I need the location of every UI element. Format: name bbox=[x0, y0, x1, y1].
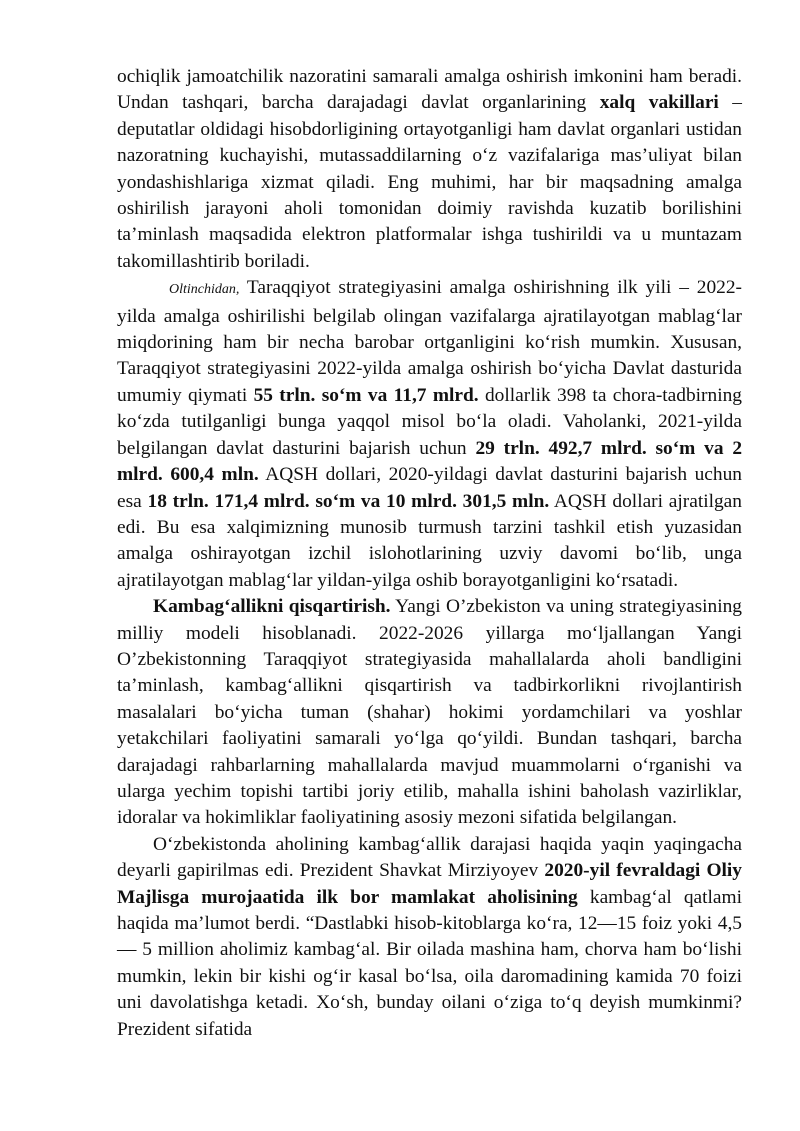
paragraph-2-bold-amount-2020: 18 trln. 171,4 mlrd. so‘m va 10 mlrd. 301,5 mln. bbox=[147, 490, 550, 512]
paragraph-2-bold-amount-2022: 55 trln. so‘m va 11,7 mlrd. bbox=[253, 384, 479, 406]
paragraph-4 bbox=[117, 832, 742, 1043]
paragraph-2 bbox=[117, 275, 742, 594]
paragraph-3-heading: Kambag‘allikni qisqartirish. bbox=[153, 596, 391, 618]
paragraph-4-bold-phrase: 2020-yil fevraldagi Oliy Majlisga murojaatida ilk bor mamlakat aholisining bbox=[117, 860, 742, 908]
paragraph-1 bbox=[117, 64, 742, 275]
paragraph-1-text-cont: – deputatlar oldidagi hisobdorligining ortayotganligi ham davlat organlari ustidan nazoratning kuchayishi, mutassaddilarning o‘z vazifalariga mas’uliyat bilan yondashishlariga xizmat qiladi. Eng muhimi, har bir maqsadning amalga oshirilish jarayoni aholi tomonidan doimiy ravishda kuzatib borilishini ta’minlash maqsadida elektron platformalar ishga tushirildi va u muntazam takomillashtirib boriladi. bbox=[117, 92, 742, 272]
body-text bbox=[117, 64, 742, 1043]
paragraph-2-text: Taraqqiyot strategiyasini amalga oshirishning ilk yili – 2022-yilda amalga oshirilishi belgilab olingan vazifalarga ajratilayotgan mablag‘lar miqdorining ham bir necha barobar ortganligini ko‘rish mumkin. Xususan, Taraqqiyot strategiyasini 2022-yilda amalga oshirish bo‘yicha Davlat dasturida umumiy qiymati bbox=[117, 277, 742, 406]
paragraph-2-text-cont-2: AQSH dollari, 2020-yildagi davlat dasturini bajarish uchun esa bbox=[117, 464, 742, 512]
paragraph-4-text-cont: kambag‘al qatlami haqida ma’lumot berdi. “Dastlabki hisob-kitoblarga ko‘ra, 12—15 foiz yoki 4,5 — 5 million aholimiz kambag‘al. Bir oilada mashina ham, chorva ham bo‘lishi mumkin, lekin bir kishi og‘ir kasal bo‘lsa, oila daromadining kamida 70 foizi uni davolatishga ketadi. Xo‘sh, bunday oilani o‘ziga to‘q deyish mumkinmi? Prezident sifatida bbox=[117, 886, 743, 1040]
paragraph-3-text: Yangi O’zbekiston va uning strategiyasining milliy modeli hisoblanadi. 2022-2026 yillarga mo‘ljallangan Yangi O’zbekistonning Taraqqiyot strategiyasida mahallalarda aholi bandligini ta’minlash, kambag‘allikni qisqartirish va tadbirkorlikni rivojlantirish masalalari bo‘yicha tuman (shahar) hokimi yordamchilari va yoshlar yetakchilari faoliyatini samarali yo‘lga qo‘yildi. Bundan tashqari, barcha darajadagi rahbarlarning mahallalarda mavjud muammolarni o‘rganishi va ularga yechim topishi tartibi joriy etilib, mahalla ishini baholash vazirliklar, idoralar va hokimliklar faoliyatining asosiy mezoni sifatida belgilangan. bbox=[117, 596, 743, 829]
paragraph-2-lead-word: Oltinchidan, bbox=[169, 282, 240, 298]
paragraph-1-text: ochiqlik jamoatchilik nazoratini samarali amalga oshirish imkonini ham beradi. Undan tashqari, barcha darajadagi davlat organlarining bbox=[117, 66, 742, 114]
paragraph-3 bbox=[117, 594, 742, 832]
paragraph-1-bold-term: xalq vakillari bbox=[599, 92, 719, 114]
paragraph-4-text: O‘zbekistonda aholining kambag‘allik darajasi haqida yaqin yaqingacha deyarli gapirilmas edi. Prezident Shavkat Mirziyoyev bbox=[117, 833, 742, 882]
paragraph-2-bold-amount-2021: 29 trln. 492,7 mlrd. so‘m va 2 mlrd. 600,4 mln. bbox=[117, 437, 743, 486]
paragraph-2-text-cont-1: dollarlik 398 ta chora-tadbirning ko‘zda tutilganligi bunga yaqqol misol bo‘la oladi. Vaholanki, 2021-yilda belgilangan davlat dasturini bajarish uchun bbox=[117, 384, 742, 459]
paragraph-2-text-cont-3: AQSH dollari ajratilgan edi. Bu esa xalqimizning munosib turmush tarzini tashkil etish yuzasidan amalga oshirayotgan izchil islohotlarining uzviy davomi bo‘lib, unga ajratilayotgan mablag‘lar yildan-yilga oshib borayotganligini ko‘rsatadi. bbox=[117, 490, 742, 591]
